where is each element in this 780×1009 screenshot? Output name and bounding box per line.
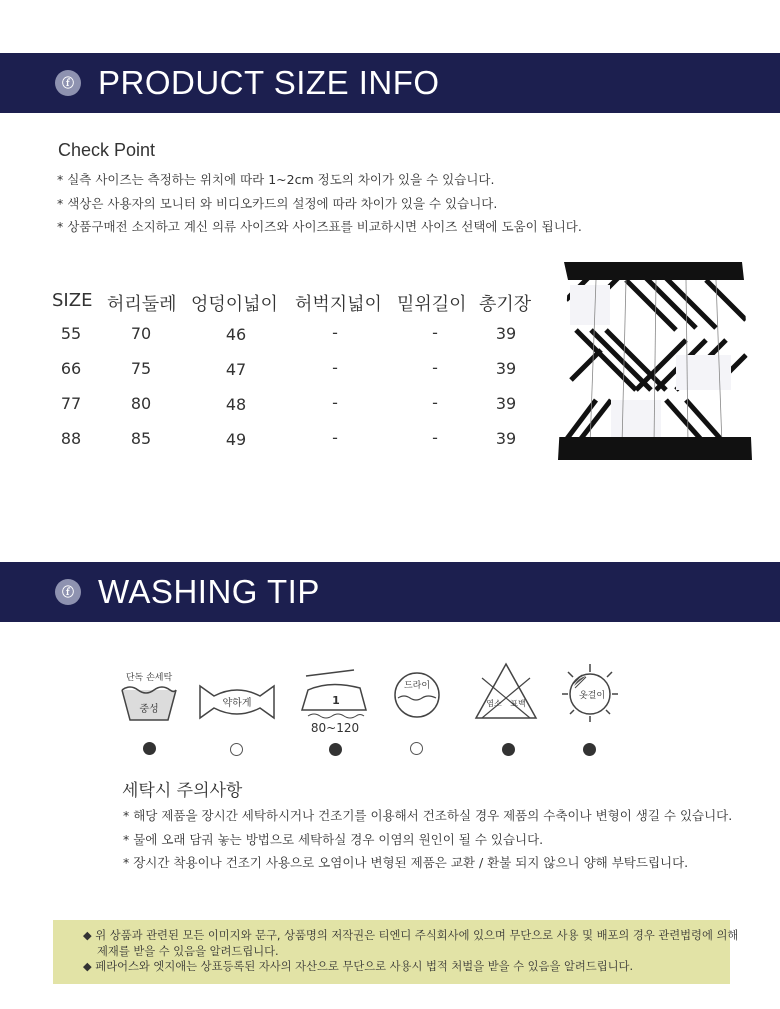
table-header: 허벅지넓이 <box>295 294 382 315</box>
iron-icon <box>300 668 370 740</box>
table-cell: 77 <box>60 394 82 413</box>
table-cell: 39 <box>495 359 517 378</box>
table-cell: 80 <box>130 394 152 413</box>
dry-clean-icon <box>392 670 442 720</box>
caution-notes <box>123 806 732 877</box>
table-cell: 39 <box>495 429 517 448</box>
trademark-line: ◆ 페라어스와 엣지애는 상표등록된 자사의 자산으로 무단으로 사용시 법적 처벌을 받을 수 있음을 알려드립니다. <box>83 960 634 973</box>
hand-wash-indicator <box>143 742 156 755</box>
table-cell: 39 <box>495 324 517 343</box>
hanger-dry-icon <box>560 662 620 724</box>
table-cell: 70 <box>130 324 152 343</box>
iron-indicator <box>329 743 342 756</box>
table-cell: 48 <box>225 395 247 414</box>
table-header: 밑위길이 <box>397 294 467 315</box>
washing-tip-heading: WASHING TIP <box>98 573 320 610</box>
table-cell: - <box>432 428 438 447</box>
table-cell: 49 <box>225 430 247 449</box>
table-cell: 46 <box>225 325 247 344</box>
check-note: * 실측 사이즈는 측정하는 위치에 따라 1~2cm 정도의 차이가 있을 수 있습니다. <box>57 172 495 187</box>
hand-wash-top-label: 단독 손세탁 <box>125 673 173 683</box>
size-info-heading: PRODUCT SIZE INFO <box>98 64 440 101</box>
table-cell: 75 <box>130 359 152 378</box>
no-bleach-label-right: 표백 <box>510 699 526 708</box>
caution-note: * 해당 제품을 장시간 세탁하시거나 건조기를 이용해서 건조하실 경우 제품의 수축이나 변형이 생길 수 있습니다. <box>123 808 733 823</box>
table-header: 총기장 <box>479 294 532 315</box>
brand-logo-icon: ⓕ <box>55 70 81 96</box>
iron-inner-label: 1 <box>332 694 340 707</box>
hanger-inner-label: 옷걸이 <box>578 691 606 701</box>
table-cell: - <box>332 323 338 342</box>
hand-wash-icon <box>118 668 180 724</box>
check-point-notes <box>57 170 582 241</box>
table-cell: 39 <box>495 394 517 413</box>
dry-clean-inner-label: 드라이 <box>403 681 431 691</box>
table-header: 엉덩이넓이 <box>191 294 278 315</box>
no-bleach-label-left: 염소 <box>486 699 502 708</box>
no-bleach-icon <box>472 660 540 722</box>
table-cell: - <box>332 393 338 412</box>
copyright-line: ◆ 위 상품과 관련된 모든 이미지와 문구, 상품명의 저작권은 티엔디 주식회사에 있으며 무단으로 사용 및 배포의 경우 관련법령에 의해 <box>83 929 739 942</box>
caution-note: * 물에 오래 담궈 놓는 방법으로 세탁하실 경우 이염의 원인이 될 수 있습니다. <box>123 831 544 847</box>
table-cell: - <box>432 393 438 412</box>
check-point-title: Check Point <box>58 140 156 160</box>
no-bleach-indicator <box>502 743 515 756</box>
table-cell: 85 <box>130 429 152 448</box>
table-header: 허리둘레 <box>107 294 177 315</box>
brand-logo-icon: ⓕ <box>55 579 81 605</box>
wring-indicator <box>230 743 243 756</box>
copyright-notice <box>53 920 739 984</box>
dry-clean-indicator <box>410 742 423 755</box>
check-note: * 상품구매전 소지하고 계신 의류 사이즈와 사이즈표를 비교하시면 사이즈 선택에 도움이 됩니다. <box>57 219 582 234</box>
washing-tip-banner <box>0 562 780 622</box>
table-cell: - <box>432 358 438 377</box>
size-info-banner <box>0 53 780 113</box>
caution-note: * 장시간 착용이나 건조기 사용으로 오염이나 변형된 제품은 교환 / 환불 되지 않으니 양해 부탁드립니다. <box>123 855 689 870</box>
iron-temperature-caption: 80~120 <box>310 721 360 735</box>
check-note: * 색상은 사용자의 모니터 와 비디오카드의 설정에 따라 차이가 있을 수 있습니다. <box>57 195 498 211</box>
table-cell: - <box>332 428 338 447</box>
hanger-dry-indicator <box>583 743 596 756</box>
table-cell: 66 <box>60 359 82 378</box>
table-cell: - <box>432 323 438 342</box>
hand-wash-inner-label: 중성 <box>139 704 159 715</box>
caution-title: 세탁시 주의사항 <box>122 781 243 801</box>
skirt-product-image <box>556 260 752 464</box>
table-cell: 88 <box>60 429 82 448</box>
wring-inner-label: 약하게 <box>222 698 252 709</box>
table-cell: - <box>332 358 338 377</box>
table-header: SIZE <box>52 290 93 311</box>
wring-gently-icon <box>198 682 276 722</box>
copyright-line-cont: 제재를 받을 수 있음을 알려드립니다. <box>97 944 279 958</box>
table-cell: 55 <box>60 324 82 343</box>
table-cell: 47 <box>225 360 247 379</box>
